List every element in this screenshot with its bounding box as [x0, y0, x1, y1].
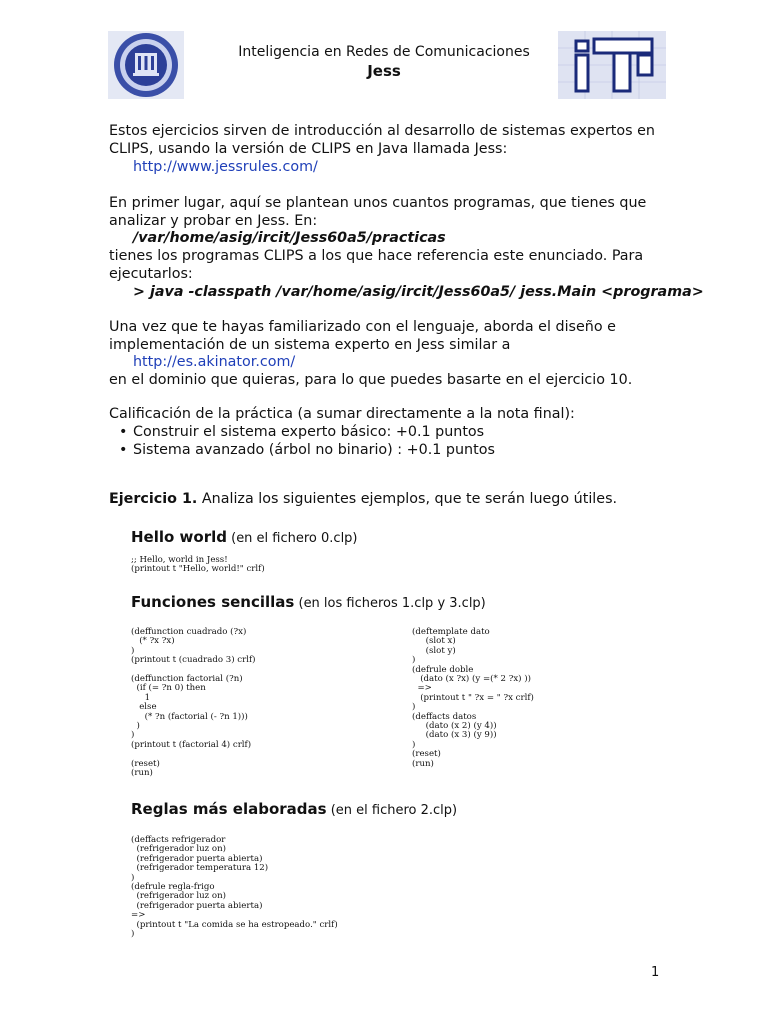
- run-command: > java -classpath /var/home/asig/ircit/Jess60a5/ jess.Main <programa>: [133, 284, 704, 300]
- section-reglas: Reglas más elaboradas (en el fichero 2.clp): [131, 800, 458, 818]
- intro-line-2: CLIPS, usando la versión de CLIPS en Java llamada Jess:: [109, 141, 508, 157]
- practicas-path: /var/home/asig/ircit/Jess60a5/practicas: [133, 230, 446, 246]
- akinator-link[interactable]: http://es.akinator.com/: [133, 354, 296, 370]
- document-title: Jess: [367, 62, 401, 80]
- course-title: Inteligencia en Redes de Comunicaciones: [238, 44, 530, 60]
- bullet-icon: •: [119, 442, 128, 458]
- grading-item: • Sistema avanzado (árbol no binario) : +0.1 puntos: [119, 442, 495, 458]
- second-line-1: Una vez que te hayas familiarizado con el lenguaje, aborda el diseño e: [109, 319, 616, 335]
- exercise-heading: Ejercicio 1. Analiza los siguientes ejemplos, que te serán luego útiles.: [109, 491, 618, 507]
- first-line-2: analizar y probar en Jess. En:: [109, 213, 318, 229]
- first-line-4: ejecutarlos:: [109, 266, 193, 282]
- grading-item: • Construir el sistema experto básico: +0.1 puntos: [119, 424, 485, 440]
- first-line-3: tienes los programas CLIPS a los que hace referencia este enunciado. Para: [109, 248, 644, 264]
- section-hello-world: Hello world (en el fichero 0.clp): [131, 528, 358, 546]
- code-reglas: (deffacts refrigerador (refrigerador luz on) (refrigerador puerta abierta) (refrigerador temperatura 12) ) (defrule regla-frigo (refrigerador luz on) (refrigerador puerta abierta) => (printout t "La comida se ha estropeado." crlf) ): [131, 835, 338, 940]
- second-line-2: implementación de un sistema experto en Jess similar a: [109, 337, 511, 353]
- second-line-3: en el dominio que quieras, para lo que puedes basarte en el ejercicio 10.: [109, 372, 633, 388]
- code-funciones-right: (deftemplate dato (slot x) (slot y) ) (defrule doble (dato (x ?x) (y =(* 2 ?x) )) => (printout t " ?x = " ?x crlf) ) (deffacts datos (dato (x 2) (y 4)) (dato (x 3) (y 9)) ) (reset) (run): [412, 627, 534, 769]
- first-line-1: En primer lugar, aquí se plantean unos cuantos programas, que tienes que: [109, 195, 647, 211]
- intro-line-1: Estos ejercicios sirven de introducción al desarrollo de sistemas expertos en: [109, 123, 655, 139]
- bullet-icon: •: [119, 424, 128, 440]
- page-number: 1: [651, 965, 660, 980]
- grading-title: Calificación de la práctica (a sumar directamente a la nota final):: [109, 406, 575, 422]
- section-funciones: Funciones sencillas (en los ficheros 1.clp y 3.clp): [131, 593, 486, 611]
- jessrules-link[interactable]: http://www.jessrules.com/: [133, 159, 318, 175]
- code-hello-world: ;; Hello, world in Jess! (printout t "Hello, world!" crlf): [131, 555, 265, 575]
- code-funciones-left: (deffunction cuadrado (?x) (* ?x ?x) ) (printout t (cuadrado 3) crlf) (deffunction factorial (?n) (if (= ?n 0) then 1 else (* ?n (factorial (- ?n 1))) ) ) (printout t (factorial 4) crlf) (reset) (run): [131, 627, 256, 779]
